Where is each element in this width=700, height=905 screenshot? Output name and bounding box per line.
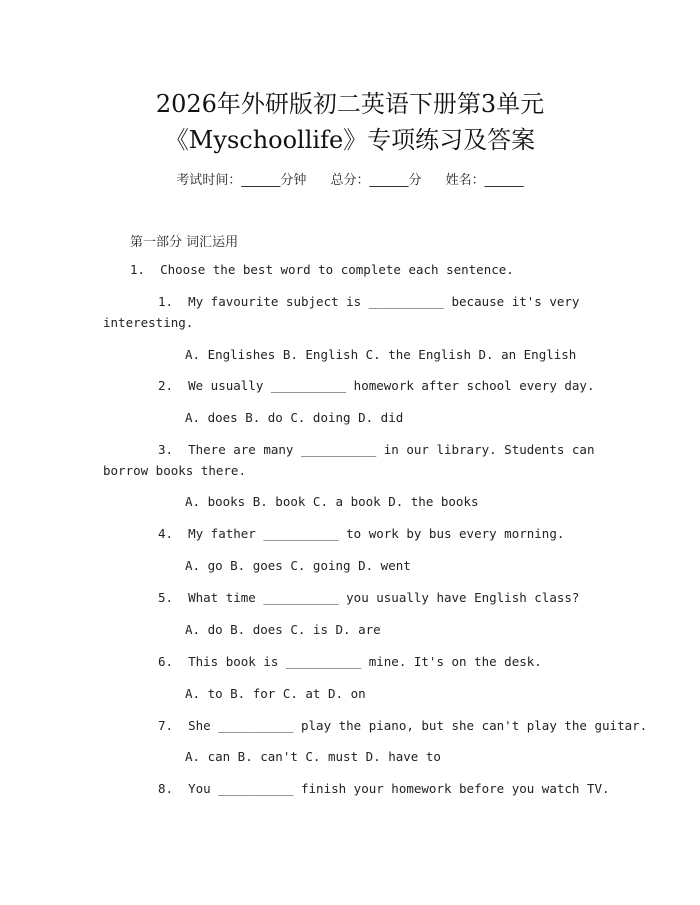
question-3: 3. There are many __________ in our library. Students can [158,442,595,457]
question-3-cont: borrow books there. [103,463,246,478]
question-1: 1. My favourite subject is __________ because it's very [158,294,580,309]
question-1-cont: interesting. [103,315,194,330]
question-7: 7. She __________ play the piano, but she can't play the guitar. [158,718,648,733]
question-3-options: A. books B. book C. a book D. the books [185,494,479,509]
question-6: 6. This book is __________ mine. It's on the desk. [158,654,542,669]
question-8: 8. You __________ finish your homework before you watch TV. [158,781,610,796]
question-1-options: A. Englishes B. English C. the English D. an English [185,347,577,362]
student-name: 姓名：______ [445,173,524,188]
question-4-options: A. go B. goes C. going D. went [185,558,411,573]
exam-meta [0,169,700,188]
question-5-options: A. do B. does C. is D. are [185,622,381,637]
total-score: 总分：______分 [330,173,422,188]
question-7-options: A. can B. can't C. must D. have to [185,749,441,764]
page-title-line2: 《Myschoollife》专项练习及答案 [164,126,536,154]
exam-time: 考试时间：______分钟 [176,173,307,188]
question-5: 5. What time __________ you usually have English class? [158,590,580,605]
question-2-options: A. does B. do C. doing D. did [185,410,404,425]
instruction: 1. Choose the best word to complete each sentence. [130,262,514,277]
page-title-line1: 2026年外研版初二英语下册第3单元 [155,90,545,118]
question-6-options: A. to B. for C. at D. on [185,686,366,701]
section-heading: 第一部分 词汇运用 [130,235,239,250]
question-4: 4. My father __________ to work by bus every morning. [158,526,565,541]
question-2: 2. We usually __________ homework after school every day. [158,378,595,393]
